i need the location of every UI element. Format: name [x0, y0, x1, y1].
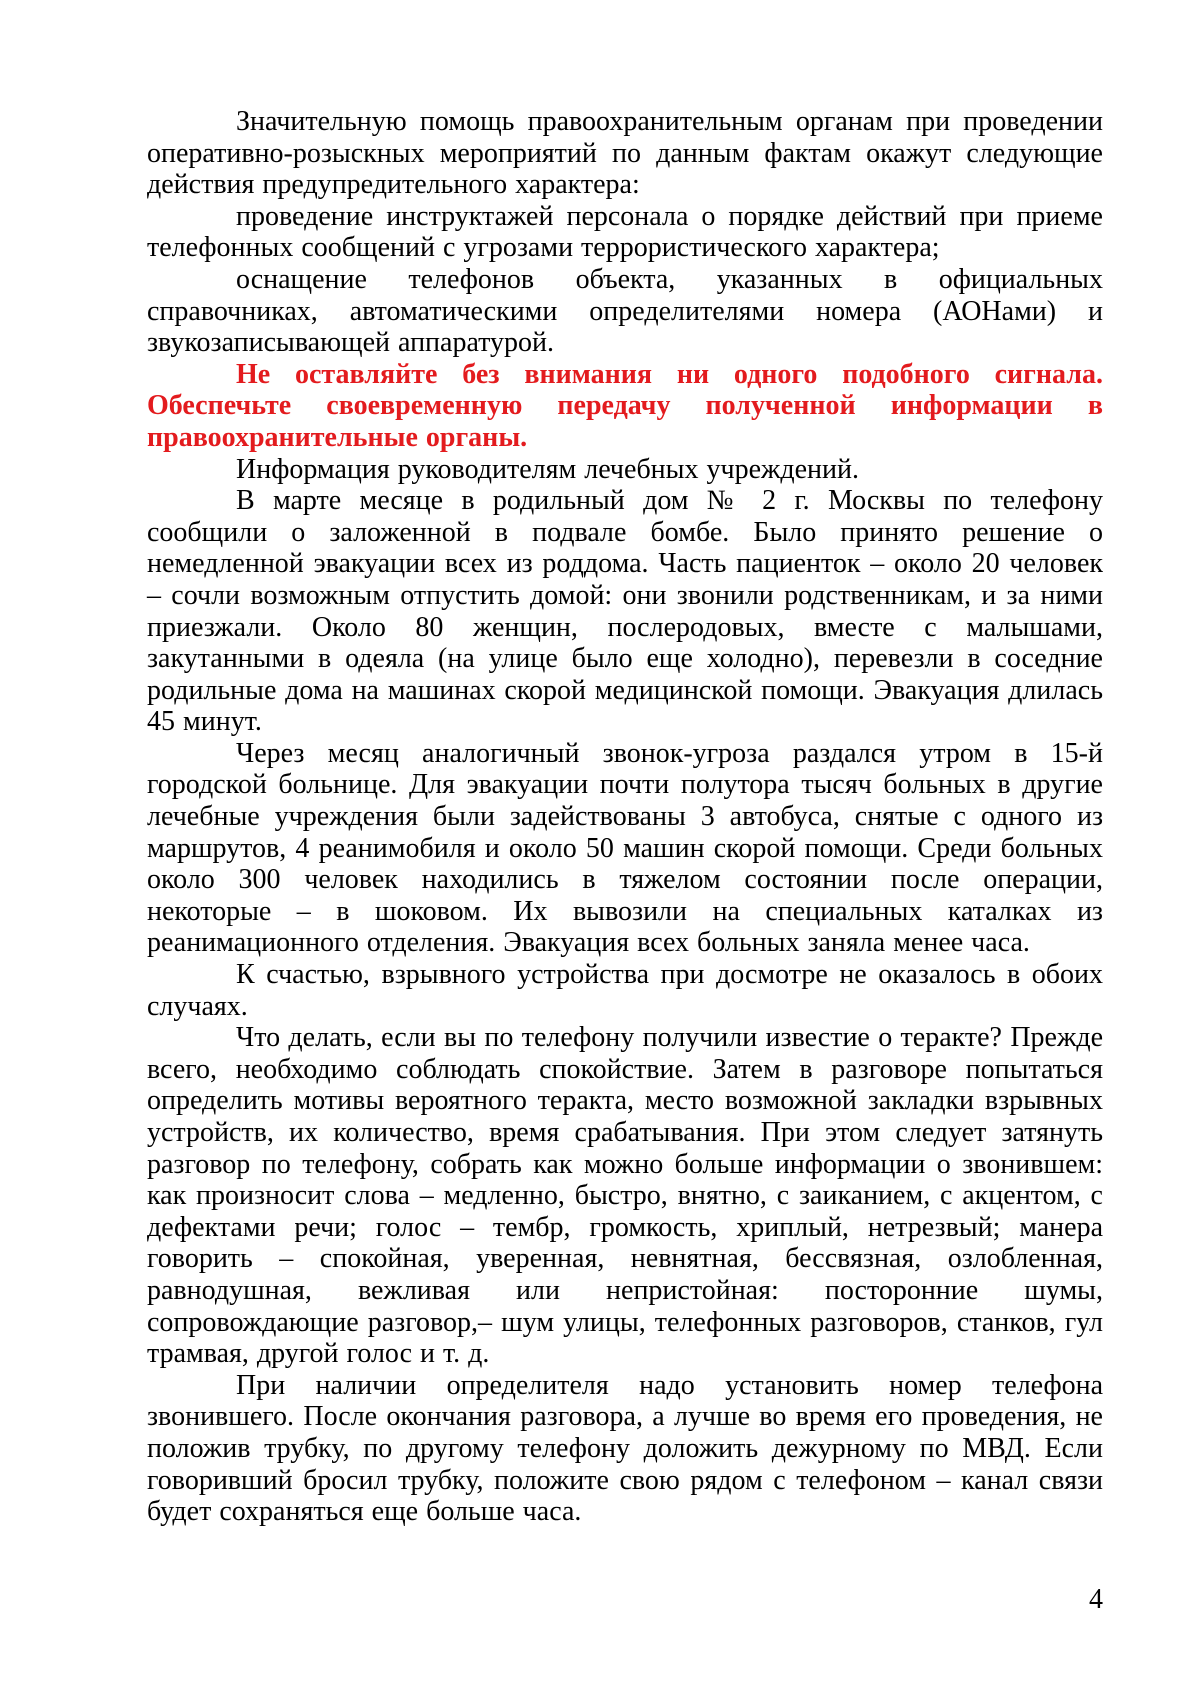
- paragraph-what-to-do: Что делать, если вы по телефону получили известие о теракте? Прежде всего, необходимо соблюдать спокойствие. Затем в разговоре попытаться определить мотивы вероятного теракта, место возможной закладки взрывных устройств, их количество, время срабатывания. При этом следует затянуть разговор по телефону, собрать как можно больше информации о звонившем: как произносит слова – медленно, быстро, внятно, с заиканием, с акцентом, с дефектами речи; голос – тембр, громкость, хриплый, нетрезвый; манера говорить – спокойная, уверенная, невнятная, бессвязная, озлобленная, равнодушная, вежливая или непристойная: посторонние шумы, сопровождающие разговор,– шум улицы, телефонных разговоров, станков, гул трамвая, другой голос и т. д.: [147, 1022, 1103, 1370]
- paragraph-medical-heading: Информация руководителям лечебных учреждений.: [236, 453, 859, 485]
- paragraph-no-explosive: К счастью, взрывного устройства при досмотре не оказалось в обоих случаях.: [147, 959, 1103, 1022]
- paragraph-hospital-case: Через месяц аналогичный звонок-угроза раздался утром в 15-й городской больнице. Для эвакуации почти полутора тысяч больных в другие лечебные учреждения были задействованы 3 автобуса, снятые с одного из маршрутов, 4 реанимобиля и около 50 машин скорой помощи. Среди больных около 300 человек находились в тяжелом состоянии после операции, некоторые – в шоковом. Их вывозили на специальных каталках из реанимационного отделения. Эвакуация всех больных заняла менее часа.: [147, 737, 1103, 959]
- page-number: 4: [1089, 1584, 1103, 1615]
- paragraph-maternity-case: В марте месяце в родильный дом № 2 г. Москвы по телефону сообщили о заложенной в подвале бомбе. Было принято решение о немедленной эвакуации всех из роддома. Часть пациенток – около 20 человек – сочли возможным отпустить домой: они звонили родственникам, и за ними приезжали. Около 80 женщин, послеродовых, вместе с малышами, закутанными в одеяла (на улице было еще холодно), перевезли в соседние родильные дома на машинах скорой медицинской помощи. Эвакуация длилась 45 минут.: [147, 485, 1103, 738]
- paragraph-staff-briefings: проведение инструктажей персонала о порядке действий при приеме телефонных сообщений с угрозами террористического характера;: [147, 200, 1103, 264]
- document-page: [147, 106, 1103, 1528]
- paragraph-preventive-actions: Значительную помощь правоохранительным органам при проведении оперативно-розыскных мероприятий по данным фактам окажут следующие действия предупредительного характера:: [147, 106, 1103, 201]
- warning-paragraph: Не оставляйте без внимания ни одного подобного сигнала. Обеспечьте своевременную передачу полученной информации в правоохранительные органы.: [147, 358, 1103, 453]
- paragraph-caller-id: При наличии определителя надо установить номер телефона звонившего. После окончания разговора, а лучше во время его проведения, не положив трубку, по другому телефону доложить дежурному по МВД. Если говоривший бросил трубку, положите свою рядом с телефоном – канал связи будет сохраняться еще больше часа.: [147, 1369, 1103, 1528]
- paragraph-phone-equipment: оснащение телефонов объекта, указанных в официальных справочниках, автоматическими определителями номера (АОНами) и звукозаписывающей аппаратурой.: [147, 263, 1103, 359]
